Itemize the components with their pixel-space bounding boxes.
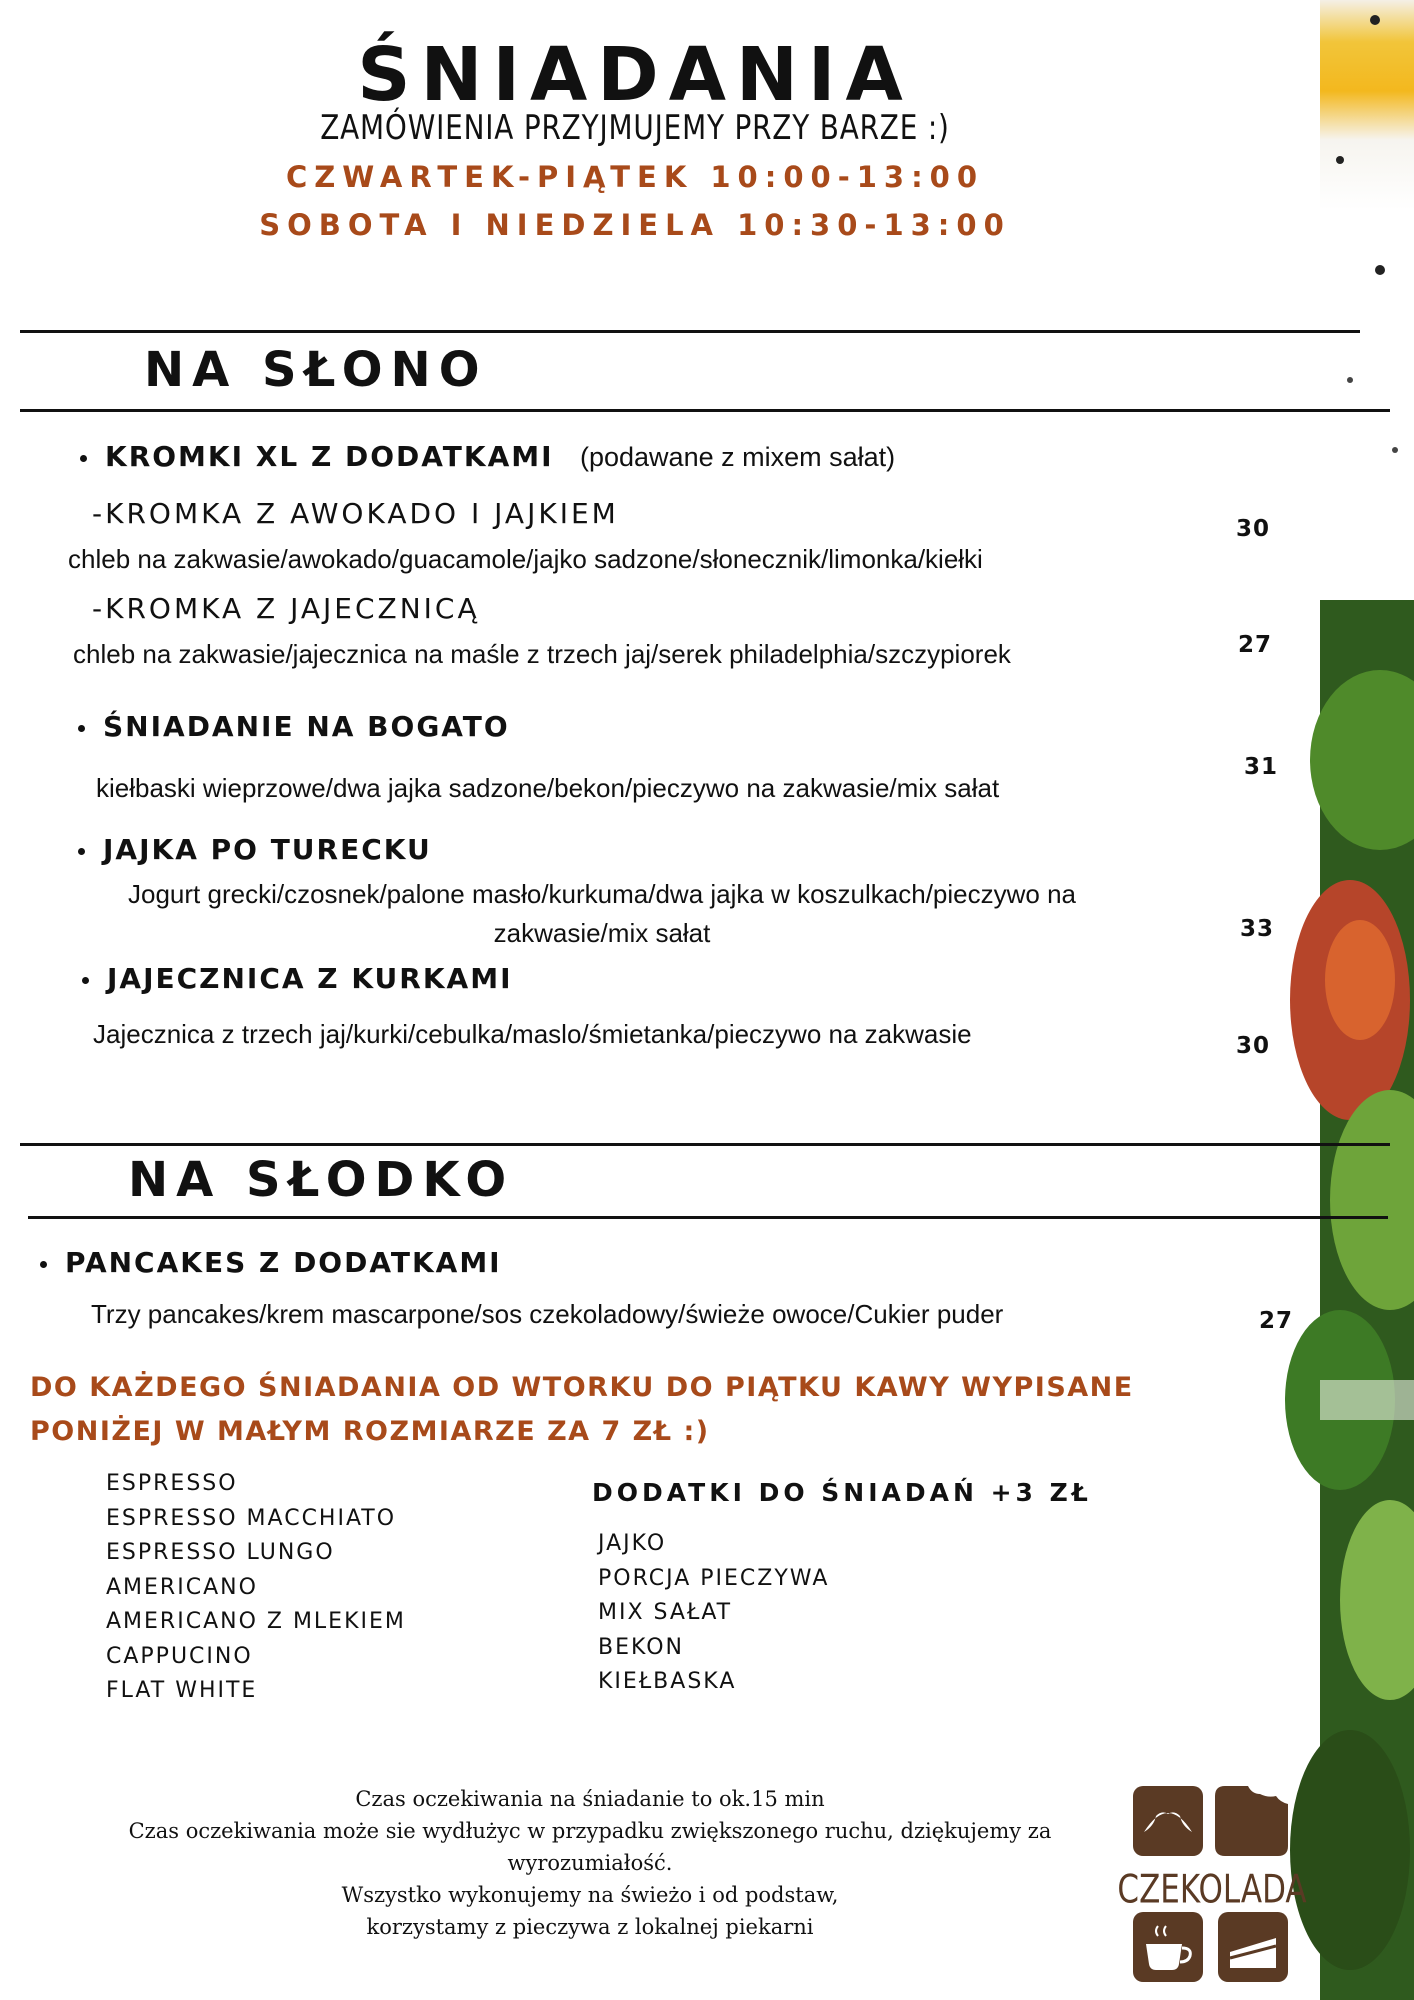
list-item: BEKON [598,1634,684,1660]
item-title: JAJECZNICA Z KURKAMI [107,962,513,995]
bullet [80,455,87,462]
footer-line: Czas oczekiwania na śniadanie to ok.15 min [355,1787,825,1811]
hours-weekday: CZWARTEK-PIĄTEK 10:00-13:00 [285,160,985,194]
footer-note [70,1783,1110,1943]
sub-item-desc: chleb na zakwasie/jajecznica na maśle z trzech jaj/serek philadelphia/szczypiorek [73,639,1011,669]
item-note: (podawane z mixem sałat) [580,442,896,472]
food-photo-strip [1320,0,1414,2000]
bullet [78,848,85,855]
promo-line: DO KAŻDEGO ŚNIADANIA OD WTORKU DO PIĄTKU KAWY WYPISANE [30,1372,1134,1403]
list-item: ESPRESSO LUNGO [106,1540,335,1565]
list-item: FLAT WHITE [106,1678,258,1703]
list-item: MIX SAŁAT [598,1600,733,1625]
coffee-cup-icon [1133,1912,1203,1982]
sub-item-name: -KROMKA Z JAJECZNICĄ [92,592,480,625]
bullet [40,1261,47,1268]
price: 27 [1259,1308,1294,1334]
divider [20,409,1390,412]
item-title: PANCAKES Z DODATKAMI [65,1246,502,1279]
menu-item [78,710,510,743]
footer-line: Czas oczekiwania może sie wydłużyc w przypadku zwiększonego ruchu, dziękujemy za [128,1819,1052,1843]
price: 33 [1240,916,1275,942]
item-title: KROMKI XL Z DODATKAMI [105,440,554,473]
list-item: ESPRESSO [106,1471,238,1496]
price: 30 [1236,516,1271,542]
menu-item [78,833,432,866]
czekolada-logo [1117,1786,1307,1982]
list-item: KIEŁBASKA [598,1669,737,1694]
page-subtitle: ZAMÓWIENIA PRZYJMUJEMY PRZY BARZE :) [320,108,950,148]
menu-item [82,962,513,995]
menu-item-kromki [80,440,895,473]
sub-item-name: -KROMKA Z AWOKADO I JAJKIEM [92,497,619,530]
item-desc: zakwasie/mix sałat [493,918,711,948]
hours-weekend: SOBOTA I NIEDZIELA 10:30-13:00 [259,208,1011,242]
divider [28,1216,1388,1219]
page-title: ŚNIADANIA [357,32,913,118]
logo-text: CZEKOLADA [1117,1867,1307,1913]
price: 30 [1236,1033,1271,1059]
price: 27 [1238,632,1273,658]
list-item: PORCJA PIECZYWA [598,1565,830,1591]
list-item: AMERICANO [106,1574,258,1600]
section-title-sweet: NA SŁODKO [128,1152,515,1208]
item-desc: Jajecznica z trzech jaj/kurki/cebulka/maslo/śmietanka/pieczywo na zakwasie [93,1019,972,1049]
croissant-icon [1133,1786,1203,1856]
divider [20,1143,1390,1146]
footer-line: wyrozumiałość. [507,1851,673,1875]
list-item: AMERICANO Z MLEKIEM [106,1609,406,1634]
sub-item-desc: chleb na zakwasie/awokado/guacamole/jajko sadzone/słonecznik/limonka/kiełki [68,544,983,574]
item-title: ŚNIADANIE NA BOGATO [103,710,510,743]
list-item: ESPRESSO MACCHIATO [106,1505,397,1531]
footer-line: Wszystko wykonujemy na świeżo i od podstaw, [341,1883,839,1907]
list-item: JAJKO [598,1531,667,1556]
item-desc: kiełbaski wieprzowe/dwa jajka sadzone/bekon/pieczywo na zakwasie/mix sałat [96,773,1000,803]
coffee-promo [30,1366,1290,1454]
price: 31 [1244,754,1279,780]
chocolate-bar-icon [1215,1786,1288,1856]
divider [20,330,1360,333]
addons-list [598,1527,829,1700]
coffee-list [106,1467,406,1709]
footer-line: korzystamy z pieczywa z lokalnej piekarni [366,1915,814,1939]
bullet [78,725,85,732]
item-desc: Jogurt grecki/czosnek/palone masło/kurkuma/dwa jajka w koszulkach/pieczywo na [128,879,1076,909]
item-desc: Trzy pancakes/krem mascarpone/sos czekoladowy/świeże owoce/Cukier puder [91,1299,1004,1329]
bullet [82,977,89,984]
item-title: JAJKA PO TURECKU [103,833,432,866]
cake-slice-icon [1218,1912,1288,1982]
promo-line: PONIŻEJ W MAŁYM ROZMIARZE ZA 7 ZŁ :) [30,1416,710,1447]
addons-title: DODATKI DO ŚNIADAŃ +3 ZŁ [592,1478,1092,1507]
menu-item [40,1246,502,1279]
list-item: CAPPUCINO [106,1643,253,1669]
section-title-savory: NA SŁONO [144,342,488,398]
